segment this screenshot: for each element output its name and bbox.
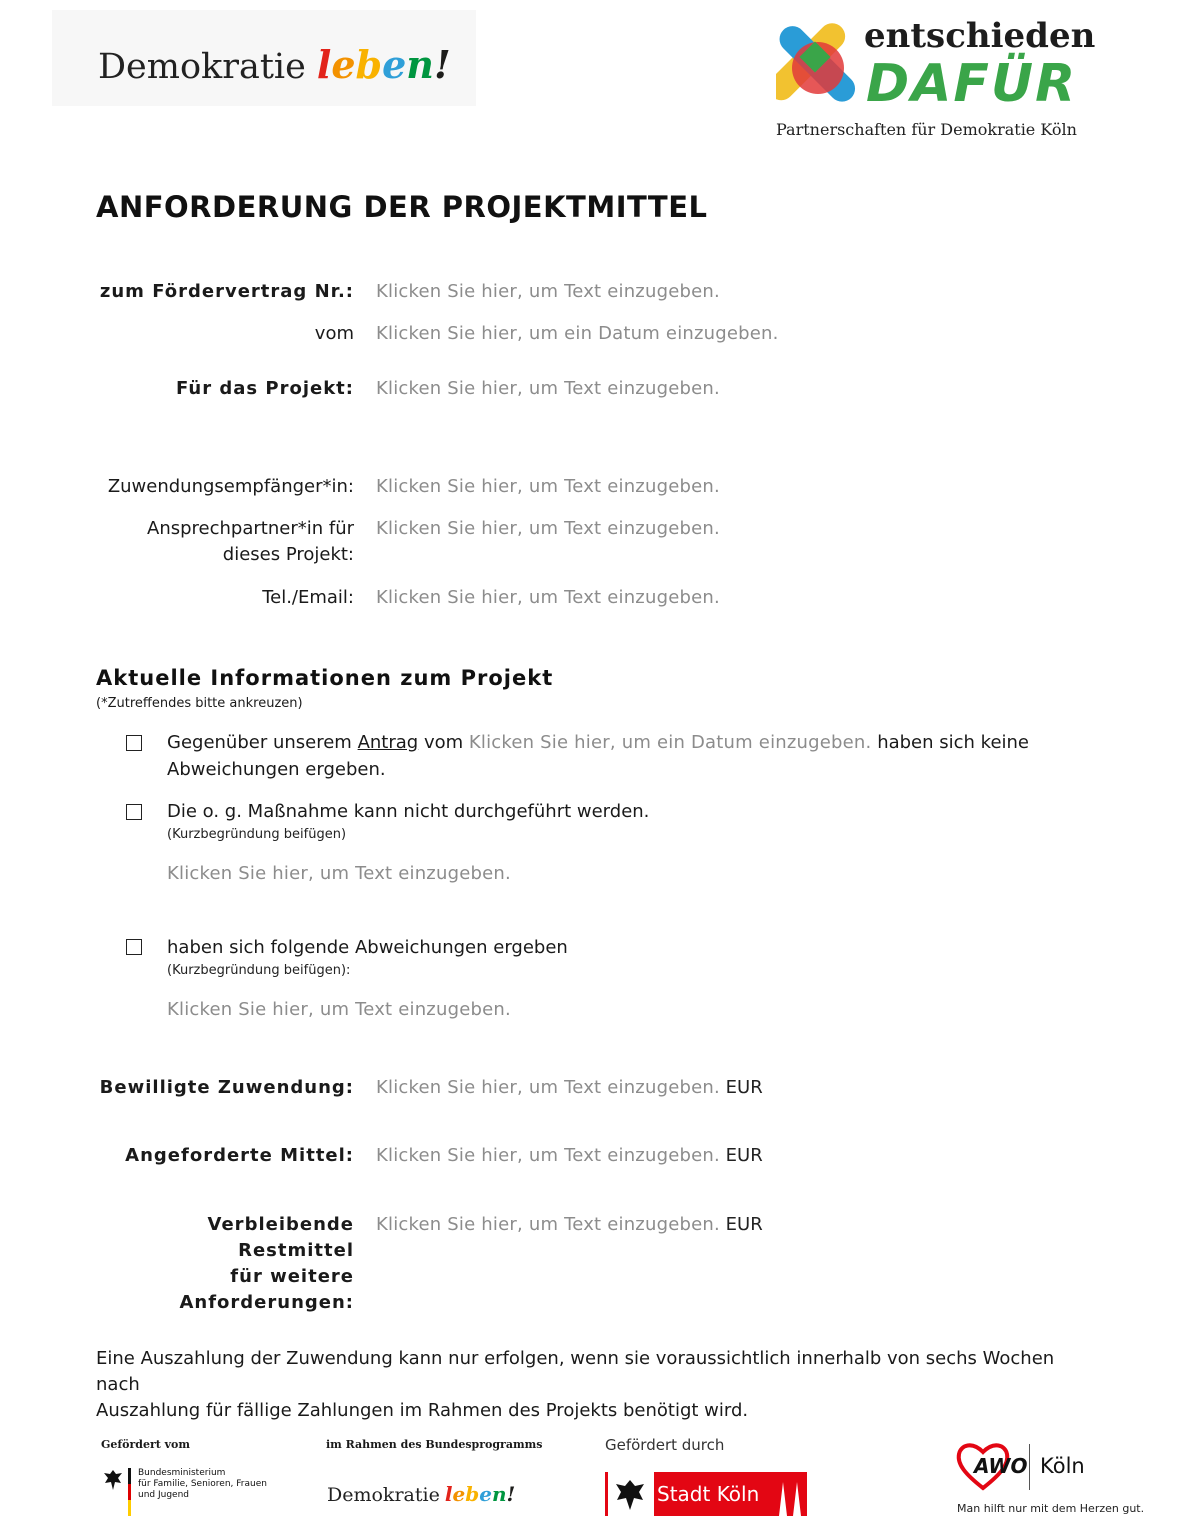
deviations-checkbox[interactable] — [126, 939, 142, 955]
sponsor1-caption: Gefördert vom — [101, 1438, 191, 1451]
section-heading: Aktuelle Informationen zum Projekt — [96, 666, 554, 690]
date-label: vom — [314, 323, 354, 344]
contact-person-label-line1: Ansprechpartner*in für — [147, 518, 354, 539]
logo-line2: DAFÜR — [866, 54, 1078, 114]
approved-grant-label: Bewilligte Zuwendung: — [99, 1077, 354, 1098]
approved-grant-row — [376, 1075, 763, 1101]
sponsor3-caption: Gefördert durch — [605, 1436, 725, 1454]
remaining-funds-row — [376, 1212, 763, 1238]
recipient-field[interactable]: Klicken Sie hier, um Text einzugeben. — [376, 476, 720, 497]
small-logo-text: Demokratie — [327, 1484, 440, 1506]
cathedral-icon — [777, 1480, 803, 1516]
application-link[interactable]: Antrag — [357, 732, 419, 753]
contract-number-field[interactable]: Klicken Sie hier, um Text einzugeben. — [376, 281, 720, 302]
payout-note — [96, 1346, 1096, 1424]
application-date-field[interactable]: Klicken Sie hier, um ein Datum einzugeben. — [468, 732, 872, 753]
remaining-funds-label-line2: für weitere — [230, 1266, 354, 1287]
logo-subtitle: Partnerschaften für Demokratie Köln — [776, 120, 1077, 139]
logo-text: Demokratie — [98, 47, 306, 87]
deviations-reason-field[interactable]: Klicken Sie hier, um Text einzugeben. — [167, 999, 511, 1020]
phone-email-field[interactable]: Klicken Sie hier, um Text einzugeben. — [376, 587, 720, 608]
contact-person-field[interactable]: Klicken Sie hier, um Text einzugeben. — [376, 518, 720, 539]
awo-divider — [1029, 1444, 1030, 1490]
awo-brand: AWO — [974, 1454, 1028, 1478]
contact-person-label-line2: dieses Projekt: — [222, 544, 354, 565]
payout-note-line2: Auszahlung für fällige Zahlungen im Rahmen des Projekts benötigt wird. — [96, 1400, 749, 1421]
stadt-koeln-logo — [605, 1472, 807, 1516]
requested-funds-unit: EUR — [725, 1145, 763, 1166]
option1-line2: Abweichungen ergeben. — [167, 759, 386, 780]
project-field[interactable]: Klicken Sie hier, um Text einzugeben. — [376, 378, 720, 399]
small-logo-accent: leben! — [444, 1482, 516, 1506]
recipient-label: Zuwendungsempfänger*in: — [107, 476, 354, 497]
not-feasible-reason-field[interactable]: Klicken Sie hier, um Text einzugeben. — [167, 863, 511, 884]
not-feasible-checkbox[interactable] — [126, 804, 142, 820]
option-deviations: haben sich folgende Abweichungen ergeben — [167, 937, 568, 958]
remaining-funds-label — [94, 1212, 354, 1316]
remaining-funds-unit: EUR — [725, 1214, 763, 1235]
logo-line1: entschieden — [864, 16, 1096, 56]
awo-slogan: Man hilft nur mit dem Herzen gut. — [957, 1502, 1145, 1515]
demokratie-leben-small-logo — [327, 1482, 515, 1506]
remaining-funds-field[interactable]: Klicken Sie hier, um Text einzugeben. — [376, 1214, 720, 1235]
sponsor2-caption: im Rahmen des Bundesprogramms — [326, 1438, 543, 1451]
option2-note: (Kurzbegründung beifügen) — [167, 827, 347, 842]
approved-grant-field[interactable]: Klicken Sie hier, um Text einzugeben. — [376, 1077, 720, 1098]
contract-date-field[interactable]: Klicken Sie hier, um ein Datum einzugeben. — [376, 323, 779, 344]
requested-funds-row — [376, 1143, 763, 1169]
federal-eagle-icon — [102, 1468, 124, 1492]
option3-note: (Kurzbegründung beifügen): — [167, 963, 351, 978]
option-not-feasible: Die o. g. Maßnahme kann nicht durchgeführt werden. — [167, 801, 650, 822]
contract-number-label: zum Fördervertrag Nr.: — [99, 281, 354, 302]
option-no-deviation — [167, 729, 1067, 783]
demokratie-leben-logo — [52, 10, 476, 106]
coat-of-arms-icon — [605, 1472, 654, 1516]
requested-funds-label: Angeforderte Mittel: — [125, 1145, 354, 1166]
phone-email-label: Tel./Email: — [262, 587, 354, 608]
remaining-funds-label-line1: Verbleibende Restmittel — [207, 1214, 354, 1261]
no-deviation-checkbox[interactable] — [126, 735, 142, 751]
partnership-emblem-icon — [776, 16, 860, 116]
ministry-line3: und Jugend — [138, 1490, 190, 1500]
flag-black — [128, 1468, 131, 1484]
ministry-line2: für Familie, Senioren, Frauen — [138, 1479, 267, 1489]
option1-text-before: Gegenüber unserem — [167, 732, 358, 753]
page-title: ANFORDERUNG DER PROJEKTMITTEL — [96, 190, 708, 224]
project-label: Für das Projekt: — [176, 378, 354, 399]
section-note: (*Zutreffendes bitte ankreuzen) — [96, 696, 303, 711]
ministry-name — [138, 1468, 267, 1501]
payout-note-line1: Eine Auszahlung der Zuwendung kann nur erfolgen, wenn sie voraussichtlich innerhalb von sechs Wochen nach — [96, 1348, 1055, 1395]
flag-red — [128, 1484, 131, 1500]
requested-funds-field[interactable]: Klicken Sie hier, um Text einzugeben. — [376, 1145, 720, 1166]
option1-text-after: haben sich keine — [871, 732, 1030, 753]
entschieden-dafuer-logo — [776, 16, 1096, 146]
stadt-koeln-text: Stadt Köln — [657, 1482, 760, 1506]
remaining-funds-label-line3: Anforderungen: — [179, 1292, 354, 1313]
ministry-line1: Bundesministerium — [138, 1468, 226, 1478]
flag-gold — [128, 1500, 131, 1516]
logo-accent: leben! — [316, 42, 451, 87]
option1-text-mid: vom — [418, 732, 469, 753]
awo-city: Köln — [1040, 1454, 1085, 1478]
contact-person-label — [94, 516, 354, 568]
approved-grant-unit: EUR — [725, 1077, 763, 1098]
